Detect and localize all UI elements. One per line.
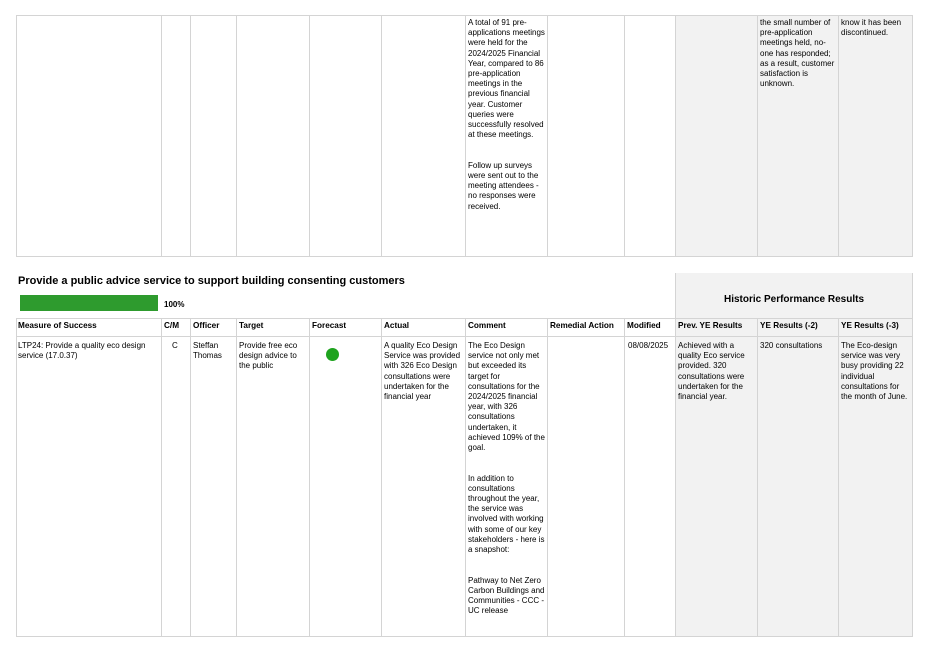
header-forecast: Forecast <box>312 321 347 330</box>
grid-line <box>465 15 466 257</box>
grid-line <box>16 15 17 257</box>
header-modified: Modified <box>627 321 661 330</box>
grid-line <box>161 318 162 637</box>
grid-line <box>624 318 625 637</box>
forecast-status-icon <box>326 348 339 361</box>
row-officer: Steffan Thomas <box>193 341 222 361</box>
grid-line <box>309 318 310 637</box>
grid-line <box>912 15 913 257</box>
grid-line <box>465 318 466 637</box>
progress-label: 100% <box>164 300 185 309</box>
header-officer: Officer <box>193 321 220 330</box>
grid-line <box>236 15 237 257</box>
grid-line <box>161 15 162 257</box>
header-actual: Actual <box>384 321 410 330</box>
top-row-comment: A total of 91 pre-applications meetings were held for the 2024/2025 Financial Year, compared to 86 pre-application meetings in the previous financial year. Customer queries were successfully resolved at these meetings. Follow up surveys were sent out to the meeting attendees - no responses were received. <box>468 18 545 211</box>
grid-line <box>624 15 625 257</box>
row-comment: The Eco Design service not only met but exceeded its target for consultations for the 2024/2025 financial year, with 326 consultations undertaken, it achieved 109% of the goal. In addition to consultations throughout the year, the service was involved with working with some of our key stakeholders - here is a snapshot: Pathway to Net Zero Carbon Buildings and Communities - CCC - UC release <box>468 341 545 616</box>
header-remedial-action: Remedial Action <box>550 321 614 330</box>
grid-line <box>757 318 758 637</box>
header-target: Target <box>239 321 264 330</box>
header-cm: C/M <box>164 321 180 330</box>
row-modified: 08/08/2025 <box>628 341 669 350</box>
grid-line <box>309 15 310 257</box>
row-ye-results-3: The Eco-design service was very busy providing 22 individual consultations for the month of June. <box>841 341 908 402</box>
grid-line <box>675 273 676 637</box>
header-comment: Comment <box>468 321 506 330</box>
grid-line <box>190 318 191 637</box>
grid-line <box>838 15 839 257</box>
row-measure: LTP24: Provide a quality eco design service (17.0.37) <box>18 341 146 361</box>
historic-performance-title: Historic Performance Results <box>723 294 865 305</box>
grid-line <box>838 318 839 637</box>
section-title: Provide a public advice service to support building consenting customers <box>18 275 405 287</box>
grid-line <box>675 15 676 257</box>
row-cm: C <box>172 341 178 350</box>
row-target: Provide free eco design advice to the public <box>239 341 298 371</box>
grid-line <box>757 15 758 257</box>
header-ye-results-3: YE Results (-3) <box>841 321 899 330</box>
row-ye-results-2: 320 consultations <box>760 341 823 350</box>
top-row-ye-results-3: know it has been discontinued. <box>841 18 902 38</box>
grid-line <box>547 15 548 257</box>
grid-line <box>547 318 548 637</box>
grid-line <box>381 15 382 257</box>
grid-line <box>381 318 382 637</box>
header-ye-results-2: YE Results (-2) <box>760 321 818 330</box>
row-actual: A quality Eco Design Service was provided with 326 Eco Design consultations were undertaken for the financial year <box>384 341 461 402</box>
top-row-ye-results-2: the small number of pre-application meetings held, no-one has responded; as a result, customer satisfaction is unknown. <box>760 18 835 89</box>
grid-line <box>190 15 191 257</box>
header-measure: Measure of Success <box>18 321 97 330</box>
grid-line <box>912 273 913 637</box>
grid-line <box>236 318 237 637</box>
progress-bar <box>20 295 158 311</box>
row-prev-ye-results: Achieved with a quality Eco service provided. 320 consultations were undertaken for the financial year. <box>678 341 745 402</box>
header-prev-ye-results: Prev. YE Results <box>678 321 743 330</box>
grid-line <box>16 318 17 637</box>
